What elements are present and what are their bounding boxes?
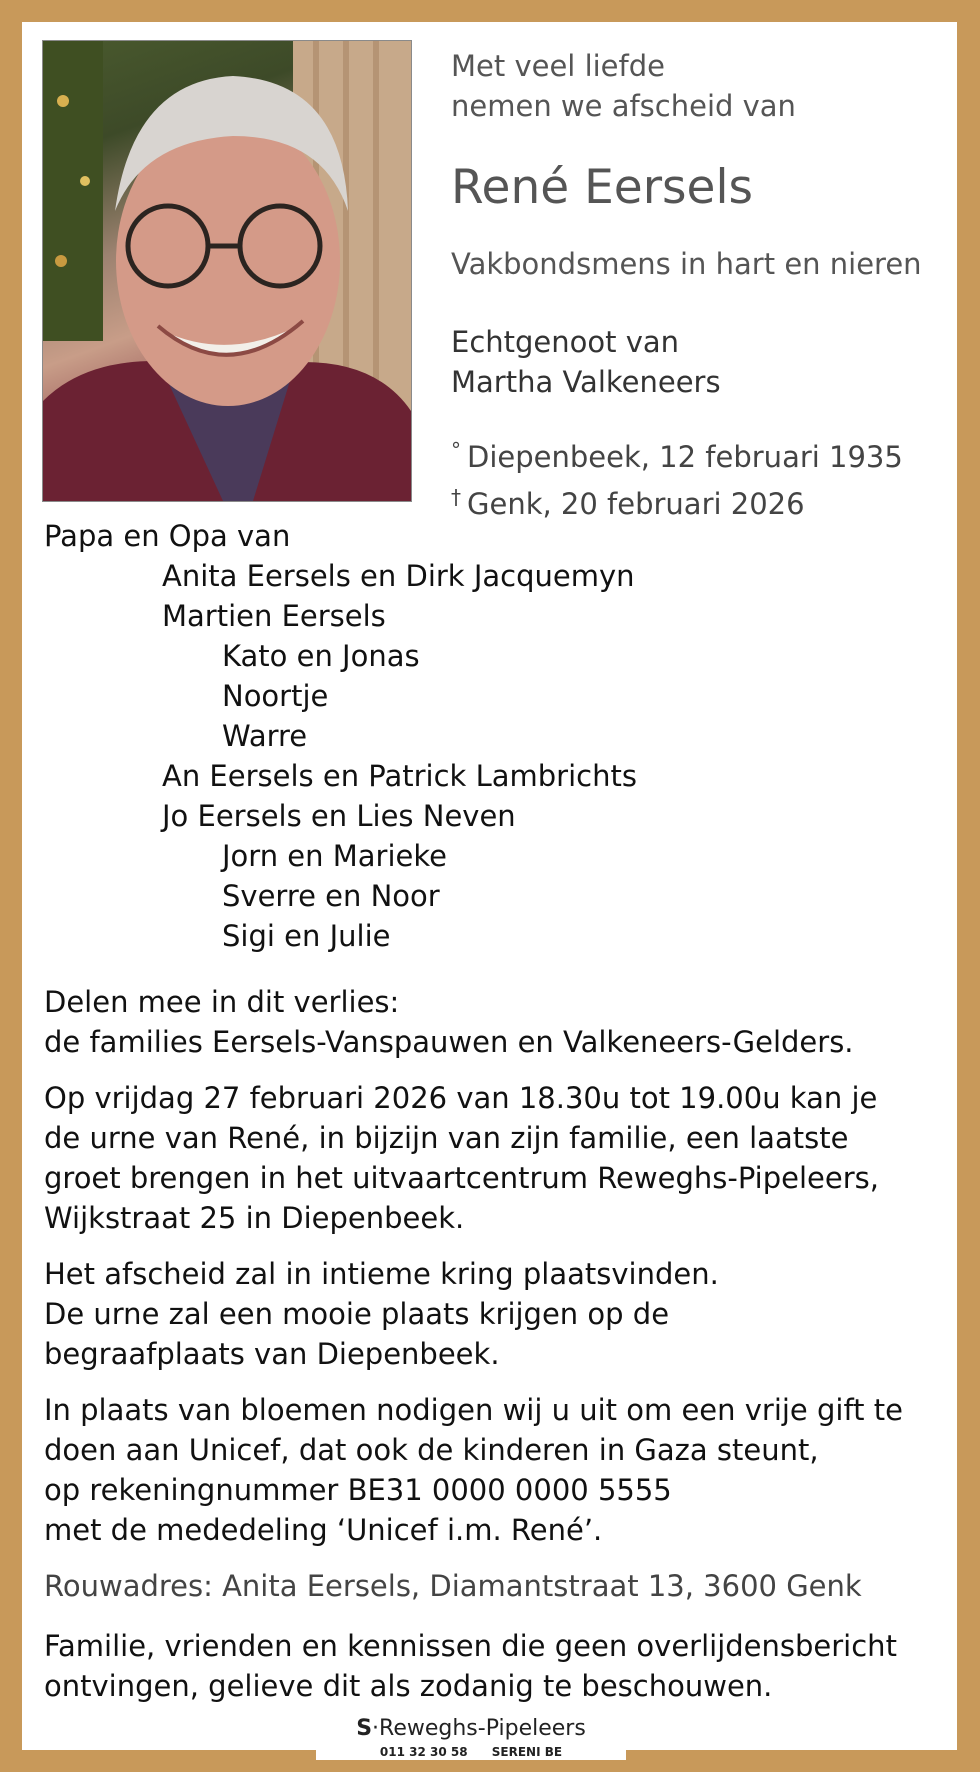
family-line: An Eersels en Patrick Lambrichts — [162, 759, 637, 793]
portrait-photo — [42, 40, 412, 502]
family-heading: Papa en Opa van — [44, 519, 291, 553]
funeral-home-footer — [316, 1715, 626, 1760]
funeral-home-phone: 011 32 30 58 — [379, 1745, 468, 1759]
family-line: Anita Eersels en Dirk Jacquemyn — [162, 559, 635, 593]
spouse-text: Echtgenoot van Martha Valkeneers — [451, 325, 721, 399]
funeral-home-site: SERENI BE — [491, 1745, 563, 1759]
birth-date: ° Diepenbeek, 12 februari 1935 — [451, 438, 903, 474]
family-list — [44, 516, 944, 956]
deceased-name: René Eersels — [451, 160, 753, 215]
visit-paragraph: Op vrijdag 27 februari 2026 van 18.30u tot 19.00u kan je de urne van René, in bijzijn van zijn familie, een laatste groet brengen in het uitvaartcentrum Reweghs-Pipeleers, Wijkstraat 25 in Diepenbeek. — [44, 1081, 879, 1235]
family-line: Sverre en Noor — [222, 879, 440, 913]
share-paragraph: Delen mee in dit verlies: de families Eersels-Vanspauwen en Valkeneers-Gelders. — [44, 985, 854, 1059]
family-line: Noortje — [222, 679, 329, 713]
logo-mark-icon: S — [356, 1716, 373, 1741]
funeral-home-logo — [316, 1715, 626, 1743]
obituary-card — [22, 22, 957, 1750]
notice-paragraph: Familie, vrienden en kennissen die geen overlijdensbericht ontvingen, gelieve dit als zodanig te beschouwen. — [44, 1629, 897, 1703]
funeral-home-name: ·Reweghs-Pipeleers — [372, 1716, 586, 1741]
farewell-paragraph: Het afscheid zal in intieme kring plaatsvinden. De urne zal een mooie plaats krijgen op de begraafplaats van Diepenbeek. — [44, 1257, 719, 1371]
motto: Vakbondsmens in hart en nieren — [451, 247, 922, 281]
family-line: Jorn en Marieke — [222, 839, 447, 873]
death-symbol: † — [451, 485, 461, 509]
mourning-address: Rouwadres: Anita Eersels, Diamantstraat 13, 3600 Genk — [44, 1569, 862, 1603]
intro-text: Met veel liefde nemen we afscheid van — [451, 49, 796, 123]
family-line: Jo Eersels en Lies Neven — [162, 799, 516, 833]
funeral-home-contacts — [316, 1745, 626, 1759]
birth-symbol: ° — [451, 438, 461, 462]
family-line: Warre — [222, 719, 308, 753]
family-line: Sigi en Julie — [222, 919, 391, 953]
portrait-illustration — [43, 41, 411, 501]
gift-paragraph: In plaats van bloemen nodigen wij u uit om een vrije gift te doen aan Unicef, dat ook de kinderen in Gaza steunt, op rekeningnummer BE31 0000 0000 5555 met de mededeling ‘Unicef i.m. René’. — [44, 1393, 903, 1547]
family-line: Martien Eersels — [162, 599, 386, 633]
death-date: † Genk, 20 februari 2026 — [451, 485, 805, 521]
family-line: Kato en Jonas — [222, 639, 420, 673]
life-dates — [451, 430, 903, 524]
